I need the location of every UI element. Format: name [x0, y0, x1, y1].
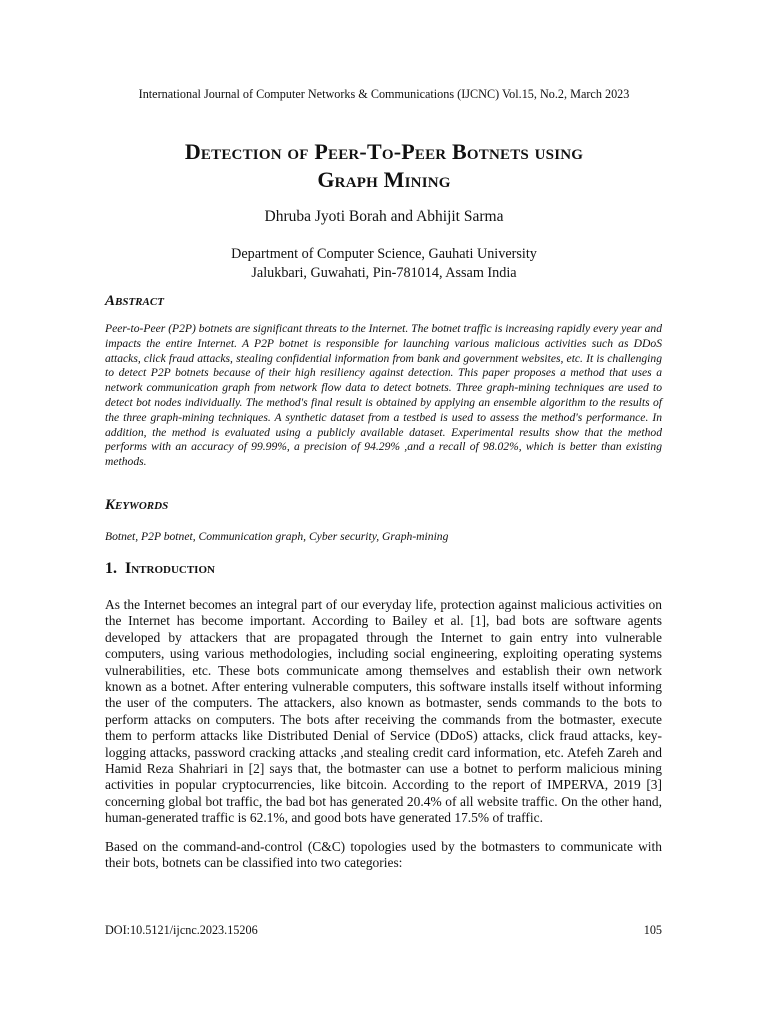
keywords-heading: Keywords — [105, 497, 169, 513]
introduction-paragraph-2: Based on the command-and-control (C&C) topologies used by the botmasters to communicate with their bots, botnets can be classified into two categories: — [105, 839, 662, 871]
abstract-text: Peer-to-Peer (P2P) botnets are significant threats to the Internet. The botnet traffic is increasing rapidly every year and impacts the entire Internet. A P2P botnet is responsible for launching various malicious activities such as DDoS attacks, click fraud attacks, stealing confidential information from bank and government websites, etc. It is challenging to detect P2P botnets because of their high resiliency against detection. This paper proposes a method that uses a network communication graph from network flow data to detect botnets. Three graph-mining techniques are used to detect bot nodes individually. The method's final result is obtained by applying an ensemble algorithm to the results of the three graph-mining techniques. A synthetic dataset from a testbed is used to assess the method's performance. In addition, the method is evaluated using a publicly available dataset. Experimental results show that the method performs with an accuracy of 99.99%, a precision of 94.29% ,and a recall of 98.02%, which is better than existing methods. — [105, 322, 662, 469]
section-title: Introduction — [125, 560, 215, 577]
authors: Dhruba Jyoti Borah and Abhijit Sarma — [264, 208, 504, 225]
affiliation-line-2: Jalukbari, Guwahati, Pin-781014, Assam India — [251, 264, 517, 281]
affiliation — [0, 245, 768, 282]
paper-title-line-1: Detection of Peer-To-Peer Botnets using — [184, 139, 584, 164]
footer-page-number: 105 — [643, 923, 662, 937]
paper-title-line-2: Graph Mining — [317, 167, 451, 192]
footer-doi: DOI:10.5121/ijcnc.2023.15206 — [105, 923, 258, 937]
introduction-paragraph-1: As the Internet becomes an integral part of our everyday life, protection against malicious activities on the Internet has become important. According to Bailey et al. [1], bad bots are software agents developed by attackers that are propagated through the Internet to gain entry into vulnerable computers, using various methodologies, including social engineering, exploiting operating systems vulnerabilities, etc. These bots communicate among themselves and establish their own network known as a botnet. After entering vulnerable computers, this software installs itself without informing the user of the computers. The attackers, also known as botmaster, sends commands to the bots to perform attacks on computers. The bots after receiving the commands from the botmaster, execute them to perform attacks like Distributed Denial of Service (DDoS) attacks, click fraud attacks, key-logging attacks, password cracking attacks ,and stealing credit card information, etc. Atefeh Zareh and Hamid Reza Shahriari in [2] says that, the botmaster can use a botnet to perform malicious mining activities in popular cryptocurrencies, like bitcoin. According to the report of IMPERVA, 2019 [3] concerning global bot traffic, the bad bot has generated 20.4% of all website traffic. On the other hand, human-generated traffic is 62.1%, and good bots have generated 17.5% of traffic. — [105, 597, 662, 826]
abstract-heading: Abstract — [105, 293, 164, 309]
introduction-heading — [105, 560, 215, 578]
running-header: International Journal of Computer Networks & Communications (IJCNC) Vol.15, No.2, March 2023 — [138, 87, 630, 101]
keywords-text: Botnet, P2P botnet, Communication graph, Cyber security, Graph-mining — [105, 530, 449, 543]
paper-title — [60, 138, 708, 194]
affiliation-line-1: Department of Computer Science, Gauhati University — [231, 246, 537, 262]
section-number: 1. — [105, 560, 117, 577]
